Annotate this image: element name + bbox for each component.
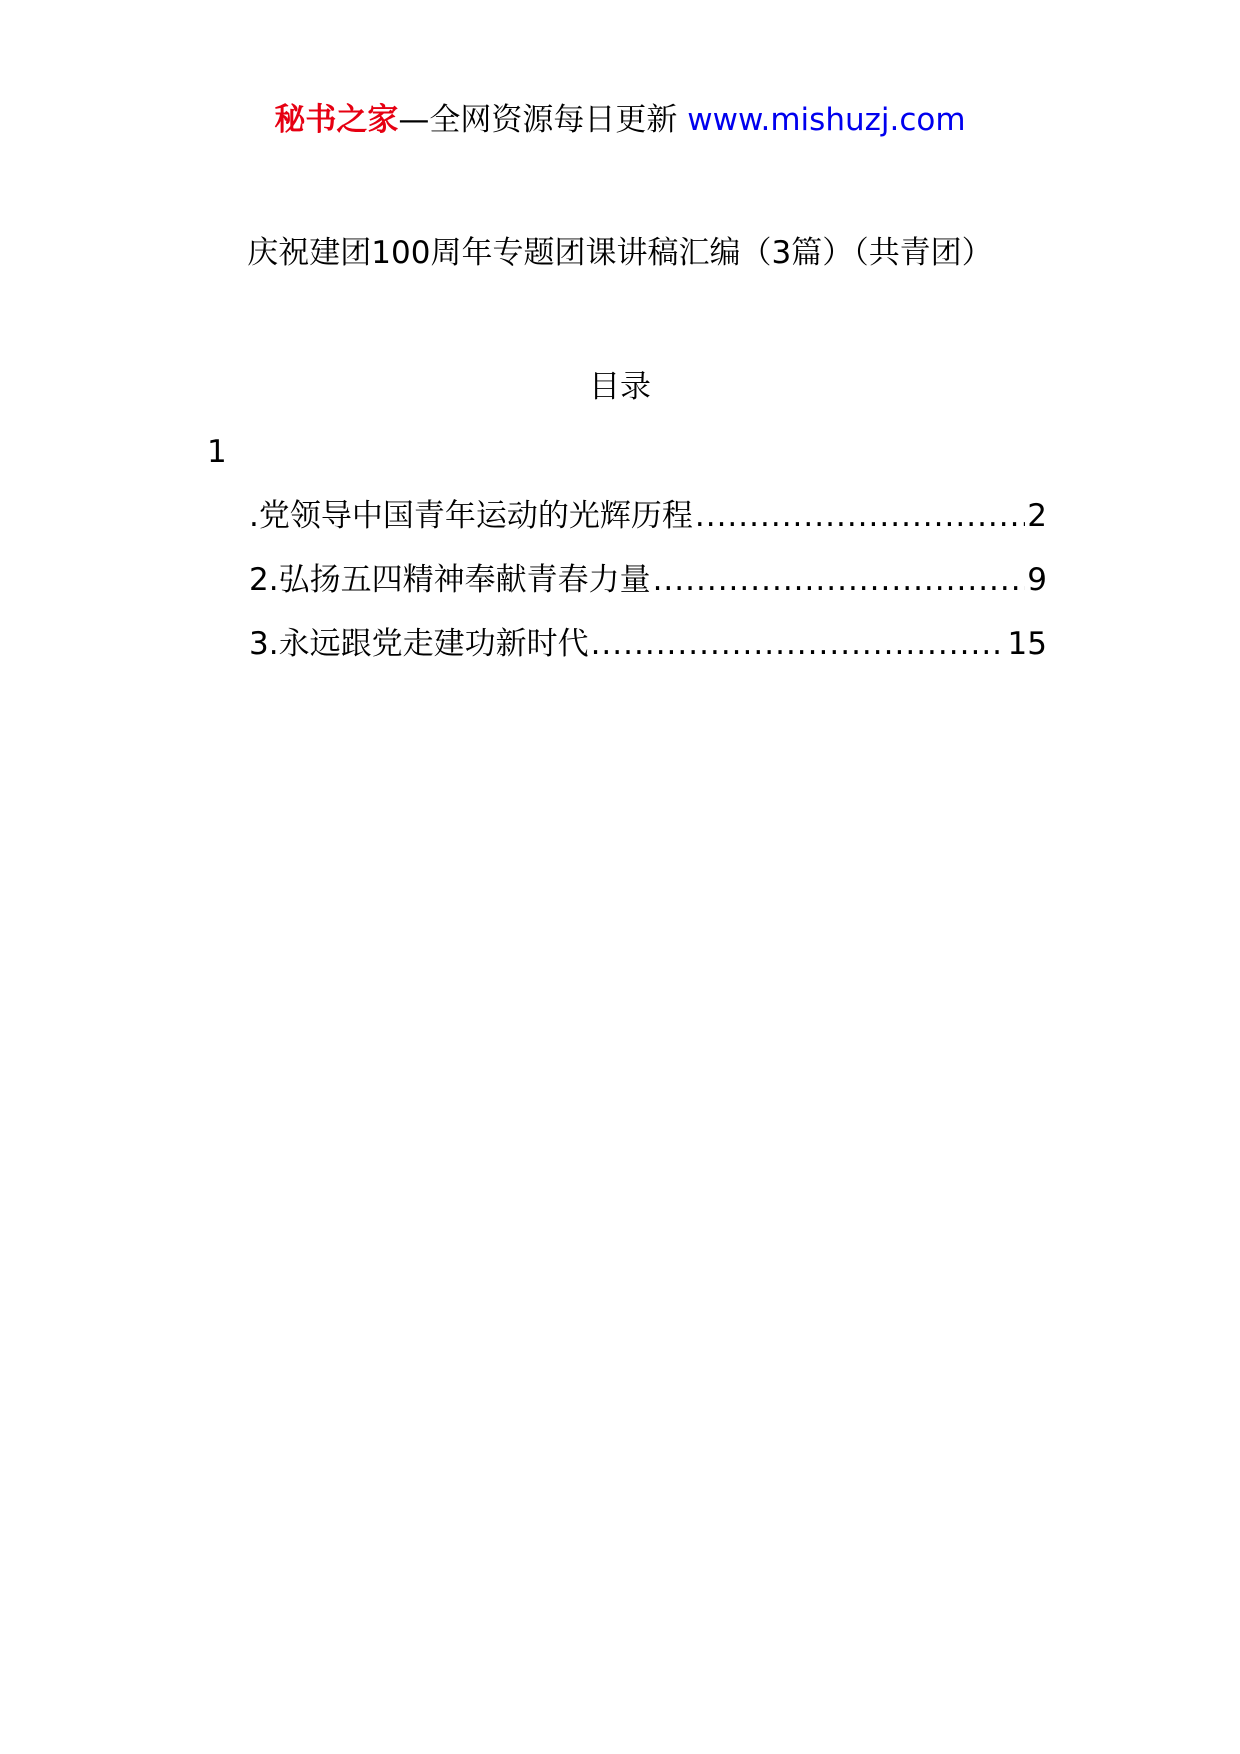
toc-entry-page: 15 — [1007, 626, 1047, 662]
toc-entry-title: 3.永远跟党走建功新时代 — [249, 626, 589, 662]
header-slogan: —全网资源每日更新 — [398, 102, 678, 138]
toc-entry[interactable] — [249, 622, 1047, 686]
document-title: 庆祝建团100周年专题团课讲稿汇编（3篇）（共青团） — [247, 235, 993, 271]
toc-dot-leader — [653, 558, 1026, 602]
toc-entry-page: 9 — [1027, 562, 1047, 598]
table-of-contents — [249, 494, 1047, 686]
toc-dot-leader — [695, 494, 1025, 538]
toc-entry-title: .党领导中国青年运动的光辉历程 — [249, 498, 693, 534]
toc-heading: 目录 — [589, 369, 651, 405]
toc-dot-leader — [591, 622, 1006, 666]
brand-name: 秘书之家 — [274, 102, 399, 138]
toc-entry[interactable] — [249, 558, 1047, 622]
toc-entry-page: 2 — [1027, 498, 1047, 534]
toc-entry[interactable] — [249, 494, 1047, 558]
toc-list-marker: 1 — [207, 434, 227, 470]
toc-entry-title: 2.弘扬五四精神奉献青春力量 — [249, 562, 651, 598]
site-url-link[interactable]: www.mishuzj.com — [687, 102, 966, 138]
header-banner — [0, 98, 1240, 142]
